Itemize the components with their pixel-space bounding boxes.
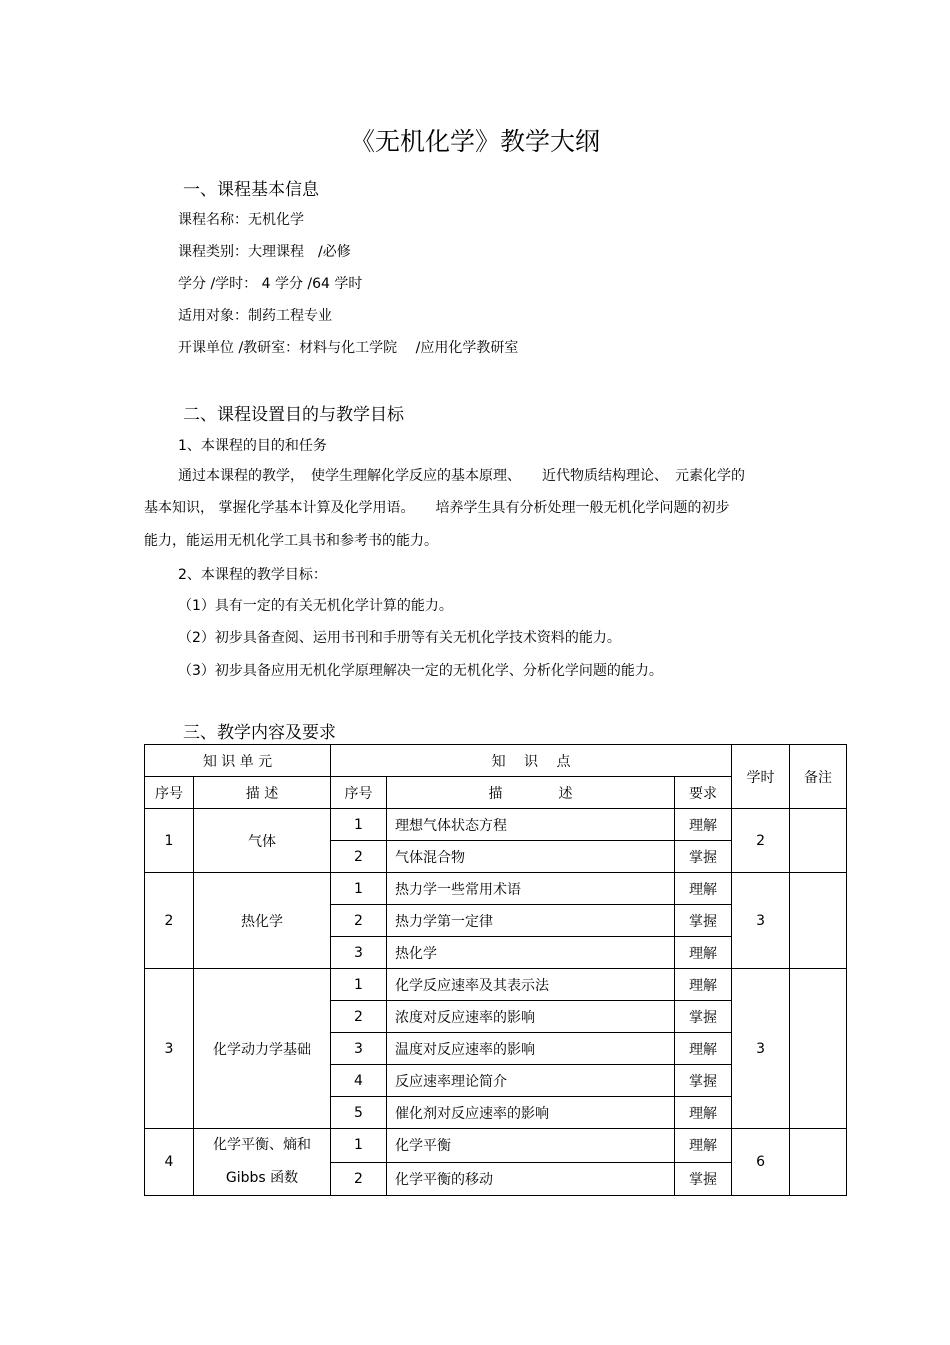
table-row xyxy=(145,809,847,841)
table-row xyxy=(145,969,847,1001)
course-name-line: 课程名称：无机化学 xyxy=(178,212,304,228)
course-category-line: 课程类别：大理课程 /必修 xyxy=(178,244,351,260)
point-desc: 化学反应速率及其表示法 xyxy=(387,969,675,1001)
unit-hours: 3 xyxy=(732,969,790,1129)
unit-name: 气体 xyxy=(194,809,331,873)
table-row xyxy=(145,1129,847,1163)
purpose-paragraph-line: 基本知识， 掌握化学基本计算及化学用语。 培养学生具有分析处理一般无机化学问题的初步 xyxy=(144,500,730,516)
section1-heading: 一、课程基本信息 xyxy=(183,180,319,200)
purpose-paragraph-line: 能力，能运用无机化学工具书和参考书的能力。 xyxy=(144,533,438,549)
header-unit-seq: 序号 xyxy=(145,777,194,809)
point-seq: 4 xyxy=(331,1065,387,1097)
unit-hours: 2 xyxy=(732,809,790,873)
target-audience-line: 适用对象：制药工程专业 xyxy=(178,308,332,324)
document-title: 《无机化学》教学大纲 xyxy=(349,127,600,156)
point-seq: 1 xyxy=(331,1129,387,1163)
point-desc: 化学平衡的移动 xyxy=(387,1162,675,1196)
header-knowledge-point: 知 识 点 xyxy=(331,745,732,777)
table-row xyxy=(145,873,847,905)
header-point-seq: 序号 xyxy=(331,777,387,809)
goal-item: （2）初步具备查阅、运用书刊和手册等有关无机化学技术资料的能力。 xyxy=(178,630,621,646)
point-req: 理解 xyxy=(675,1097,732,1129)
unit-seq: 1 xyxy=(145,809,194,873)
point-desc: 反应速率理论简介 xyxy=(387,1065,675,1097)
section2-heading: 二、课程设置目的与教学目标 xyxy=(183,405,404,425)
point-desc: 催化剂对反应速率的影响 xyxy=(387,1097,675,1129)
point-desc: 化学平衡 xyxy=(387,1129,675,1163)
point-req: 掌握 xyxy=(675,841,732,873)
unit-name-line: 化学平衡、熵和 xyxy=(213,1137,311,1153)
header-requirement: 要求 xyxy=(675,777,732,809)
point-desc: 理想气体状态方程 xyxy=(387,809,675,841)
point-req: 掌握 xyxy=(675,1065,732,1097)
point-desc: 热力学第一定律 xyxy=(387,905,675,937)
point-desc: 气体混合物 xyxy=(387,841,675,873)
point-seq: 5 xyxy=(331,1097,387,1129)
unit-note xyxy=(790,809,847,873)
department-line: 开课单位 /教研室：材料与化工学院 /应用化学教研室 xyxy=(178,340,519,356)
point-req: 理解 xyxy=(675,969,732,1001)
point-req: 掌握 xyxy=(675,1162,732,1196)
unit-name: 化学动力学基础 xyxy=(194,969,331,1129)
header-knowledge-unit: 知 识 单 元 xyxy=(145,745,331,777)
header-notes: 备注 xyxy=(790,745,847,809)
point-req: 理解 xyxy=(675,873,732,905)
section3-heading: 三、教学内容及要求 xyxy=(183,723,336,743)
unit-seq: 3 xyxy=(145,969,194,1129)
point-req: 理解 xyxy=(675,1129,732,1163)
point-seq: 2 xyxy=(331,1162,387,1196)
goals-subheading: 2、本课程的教学目标： xyxy=(178,567,327,583)
syllabus-table xyxy=(144,744,847,1196)
unit-name-line: Gibbs 函数 xyxy=(225,1170,299,1186)
purpose-paragraph-line: 通过本课程的教学， 使学生理解化学反应的基本原理、 近代物质结构理论、 元素化学的 xyxy=(178,468,745,484)
header-unit-desc: 描 述 xyxy=(194,777,331,809)
point-seq: 1 xyxy=(331,969,387,1001)
purpose-subheading: 1、本课程的目的和任务 xyxy=(178,438,327,454)
point-req: 理解 xyxy=(675,1033,732,1065)
point-seq: 1 xyxy=(331,809,387,841)
point-desc: 热力学一些常用术语 xyxy=(387,873,675,905)
point-desc: 浓度对反应速率的影响 xyxy=(387,1001,675,1033)
unit-seq: 4 xyxy=(145,1129,194,1196)
point-seq: 3 xyxy=(331,1033,387,1065)
point-req: 理解 xyxy=(675,937,732,969)
unit-name: 热化学 xyxy=(194,873,331,969)
point-req: 理解 xyxy=(675,809,732,841)
point-desc: 温度对反应速率的影响 xyxy=(387,1033,675,1065)
unit-name xyxy=(194,1129,331,1196)
goal-item: （3）初步具备应用无机化学原理解决一定的无机化学、分析化学问题的能力。 xyxy=(178,663,663,679)
point-seq: 2 xyxy=(331,905,387,937)
credits-hours-line: 学分 /学时： 4 学分 /64 学时 xyxy=(178,276,363,292)
point-seq: 2 xyxy=(331,841,387,873)
point-seq: 2 xyxy=(331,1001,387,1033)
unit-hours: 6 xyxy=(732,1129,790,1196)
unit-seq: 2 xyxy=(145,873,194,969)
point-req: 掌握 xyxy=(675,1001,732,1033)
point-seq: 1 xyxy=(331,873,387,905)
header-hours: 学时 xyxy=(732,745,790,809)
unit-note xyxy=(790,969,847,1129)
unit-hours: 3 xyxy=(732,873,790,969)
unit-note xyxy=(790,1129,847,1196)
goal-item: （1）具有一定的有关无机化学计算的能力。 xyxy=(178,598,453,614)
table-header-row xyxy=(145,745,847,777)
point-seq: 3 xyxy=(331,937,387,969)
unit-note xyxy=(790,873,847,969)
point-req: 掌握 xyxy=(675,905,732,937)
header-point-desc: 描 述 xyxy=(387,777,675,809)
point-desc: 热化学 xyxy=(387,937,675,969)
